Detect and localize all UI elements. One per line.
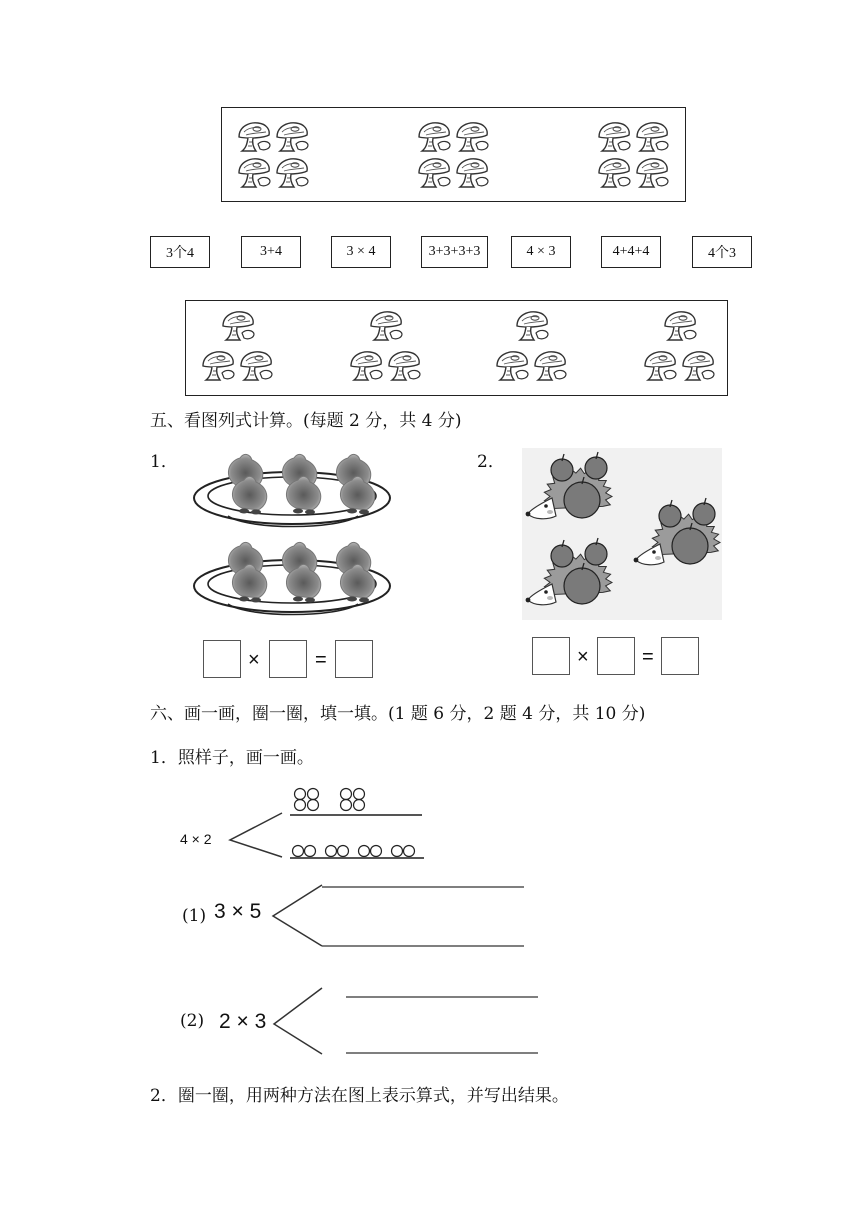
choice-chip-2[interactable]: 3+4 (241, 236, 301, 268)
hedgehog-apples-illustration (522, 448, 722, 620)
mushroom-icon (454, 120, 490, 154)
choice-chip-5[interactable]: 4 × 3 (511, 236, 571, 268)
example-circle (354, 789, 365, 800)
choice-chip-7[interactable]: 4个3 (692, 236, 752, 268)
choice-chip-1[interactable]: 3个4 (150, 236, 210, 268)
example-branch-lines (230, 813, 282, 857)
s5-q2-times-sign: × (577, 646, 589, 668)
section5-title: 五、看图列式计算。(每题 2 分，共 4 分) (150, 411, 462, 431)
s5-q2-equals-sign: = (642, 646, 654, 668)
mushroom-box-top (221, 107, 686, 202)
choice-chip-3[interactable]: 3 × 4 (331, 236, 391, 268)
peach-plates-illustration (188, 448, 396, 620)
mushroom-groups-top (222, 108, 685, 201)
example-circle (338, 846, 349, 857)
example-circle (359, 846, 370, 857)
mushroom-icon (454, 156, 490, 190)
item1-branch-diagram (268, 876, 528, 952)
s5-q1-factor2-box[interactable] (269, 640, 307, 678)
mushroom-icon (368, 309, 404, 343)
mushroom-icon (416, 156, 452, 190)
section5-q2-number: 2． (477, 452, 505, 472)
mushroom-icon (274, 120, 310, 154)
mushroom-icon (236, 120, 272, 154)
mushroom-icon (680, 349, 716, 383)
choice-chip-6[interactable]: 4+4+4 (601, 236, 661, 268)
mushroom-icon (348, 349, 384, 383)
mushroom-icon (642, 349, 678, 383)
example-circle (354, 800, 365, 811)
example-circle (341, 800, 352, 811)
mushroom-icon (532, 349, 568, 383)
mushroom-icon (386, 349, 422, 383)
s5-q1-equals-sign: = (315, 649, 327, 671)
example-bottom-circles (293, 846, 415, 857)
mushroom-icon (494, 349, 530, 383)
mushroom-icon (596, 156, 632, 190)
s5-q2-factor1-box[interactable] (532, 637, 570, 675)
s5-q2-result-box[interactable] (661, 637, 699, 675)
mushroom-icon (238, 349, 274, 383)
example-circle (308, 800, 319, 811)
example-circle (295, 789, 306, 800)
mushroom-icon (514, 309, 550, 343)
mushroom-icon (220, 309, 256, 343)
section5-q1-number: 1． (150, 452, 178, 472)
mushroom-icon (596, 120, 632, 154)
mushroom-icon (274, 156, 310, 190)
example-branch-diagram (226, 785, 436, 865)
example-expression: 4 × 2 (180, 831, 212, 847)
example-circle (392, 846, 403, 857)
mushroom-groups-bottom (186, 301, 727, 395)
s5-q2-factor2-box[interactable] (597, 637, 635, 675)
s5-q1-times-sign: × (248, 649, 260, 671)
mushroom-icon (200, 349, 236, 383)
item1-expression: 3 × 5 (214, 900, 262, 923)
section6-q1-title: 1．照样子，画一画。 (150, 748, 314, 768)
mushroom-icon (416, 120, 452, 154)
mushroom-icon (662, 309, 698, 343)
mushroom-icon (634, 156, 670, 190)
mushroom-icon (236, 156, 272, 190)
item2-label: (2) (180, 1011, 205, 1031)
choice-chip-4[interactable]: 3+3+3+3 (421, 236, 488, 268)
example-circle (293, 846, 304, 857)
plate-with-peaches (194, 454, 390, 526)
s5-q1-result-box[interactable] (335, 640, 373, 678)
example-circle (341, 789, 352, 800)
example-circle (404, 846, 415, 857)
example-circle (295, 800, 306, 811)
item2-expression: 2 × 3 (219, 1010, 267, 1033)
example-circle (305, 846, 316, 857)
example-circle (326, 846, 337, 857)
item2-branch-lines (274, 988, 322, 1054)
section6-q2-title: 2．圈一圈，用两种方法在图上表示算式，并写出结果。 (150, 1086, 569, 1106)
item1-label: (1) (182, 906, 207, 926)
example-top-circles (295, 789, 365, 811)
section6-title: 六、画一画，圈一圈，填一填。(1 题 6 分，2 题 4 分，共 10 分) (150, 704, 646, 724)
example-circle (308, 789, 319, 800)
item2-branch-diagram (270, 986, 542, 1056)
s5-q1-factor1-box[interactable] (203, 640, 241, 678)
item1-branch-lines (273, 885, 322, 946)
example-circle (371, 846, 382, 857)
mushroom-box-bottom (185, 300, 728, 396)
plate-with-peaches (194, 542, 390, 614)
mushroom-icon (634, 120, 670, 154)
